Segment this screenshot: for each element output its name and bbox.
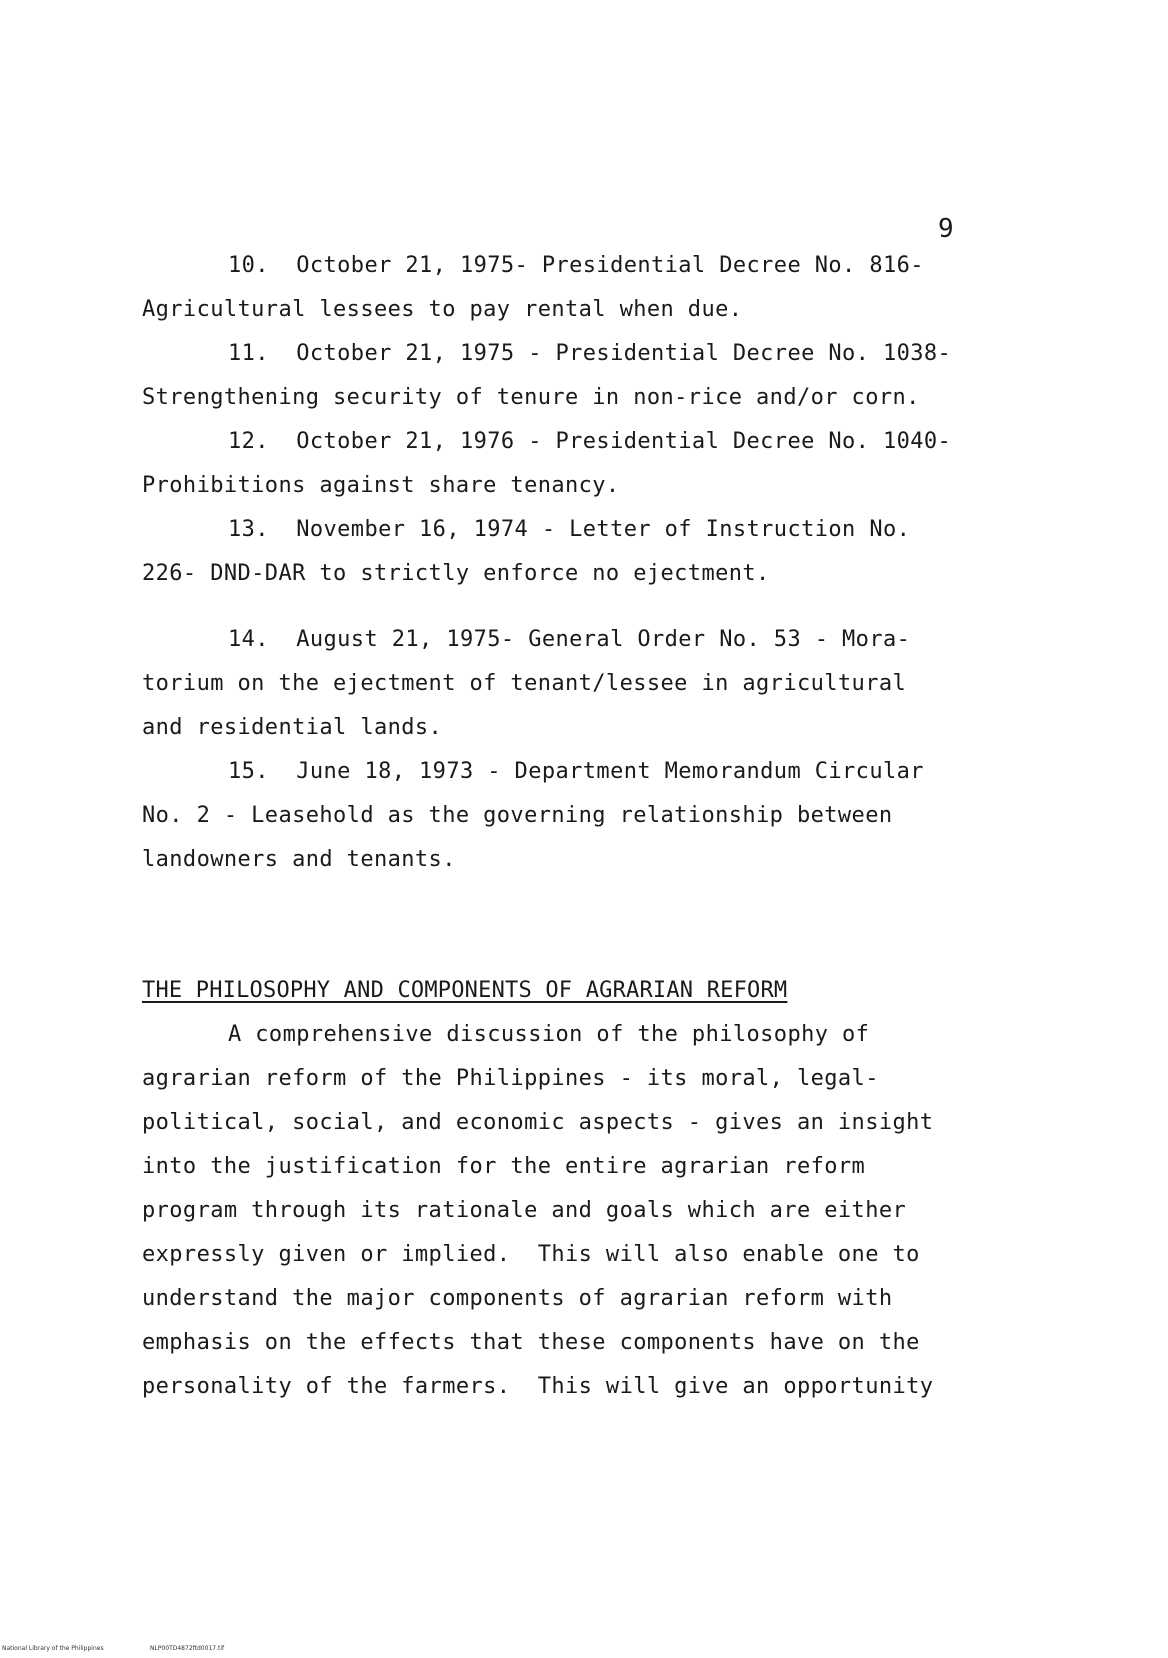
paragraph-line-2: agrarian reform of the Philippines - its moral, legal- [142, 1066, 879, 1091]
paragraph-line-8: emphasis on the effects that these components have on the [142, 1330, 920, 1355]
item-15-line-3: landowners and tenants. [142, 847, 456, 872]
item-10-line-1: 10. October 21, 1975- Presidential Decree No. 816- [228, 253, 924, 278]
paragraph-line-1: A comprehensive discussion of the philosophy of [228, 1022, 870, 1047]
item-10-line-2: Agricultural lessees to pay rental when due. [142, 297, 743, 322]
paragraph-line-6: expressly given or implied. This will also enable one to [142, 1242, 920, 1267]
paragraph-line-7: understand the major components of agrarian reform with [142, 1286, 893, 1311]
item-14-line-1: 14. August 21, 1975- General Order No. 53 - Mora- [228, 627, 911, 652]
page-number: 9 [938, 214, 954, 244]
item-15-line-1: 15. June 18, 1973 - Department Memorandum Circular [228, 759, 924, 784]
footer-library-name: National Library of the Philippines [2, 1645, 104, 1652]
paragraph-line-3: political, social, and economic aspects - gives an insight [142, 1110, 934, 1135]
item-13-line-2: 226- DND-DAR to strictly enforce no ejectment. [142, 561, 770, 586]
paragraph-line-4: into the justification for the entire agrarian reform [142, 1154, 866, 1179]
item-11-line-1: 11. October 21, 1975 - Presidential Decree No. 1038- [228, 341, 952, 366]
item-12-line-1: 12. October 21, 1976 - Presidential Decree No. 1040- [228, 429, 952, 454]
item-11-line-2: Strengthening security of tenure in non-rice and/or corn. [142, 385, 920, 410]
paragraph-line-9: personality of the farmers. This will give an opportunity [142, 1374, 934, 1399]
item-12-line-2: Prohibitions against share tenancy. [142, 473, 620, 498]
section-heading: THE PHILOSOPHY AND COMPONENTS OF AGRARIAN REFORM [142, 978, 788, 1003]
item-14-line-3: and residential lands. [142, 715, 443, 740]
item-14-line-2: torium on the ejectment of tenant/lessee in agricultural [142, 671, 907, 696]
item-15-line-2: No. 2 - Leasehold as the governing relationship between [142, 803, 893, 828]
footer-file-name: NLP00TD4872ftd0017.tif [150, 1645, 225, 1652]
paragraph-line-5: program through its rationale and goals which are either [142, 1198, 907, 1223]
item-13-line-1: 13. November 16, 1974 - Letter of Instruction No. [228, 517, 911, 542]
